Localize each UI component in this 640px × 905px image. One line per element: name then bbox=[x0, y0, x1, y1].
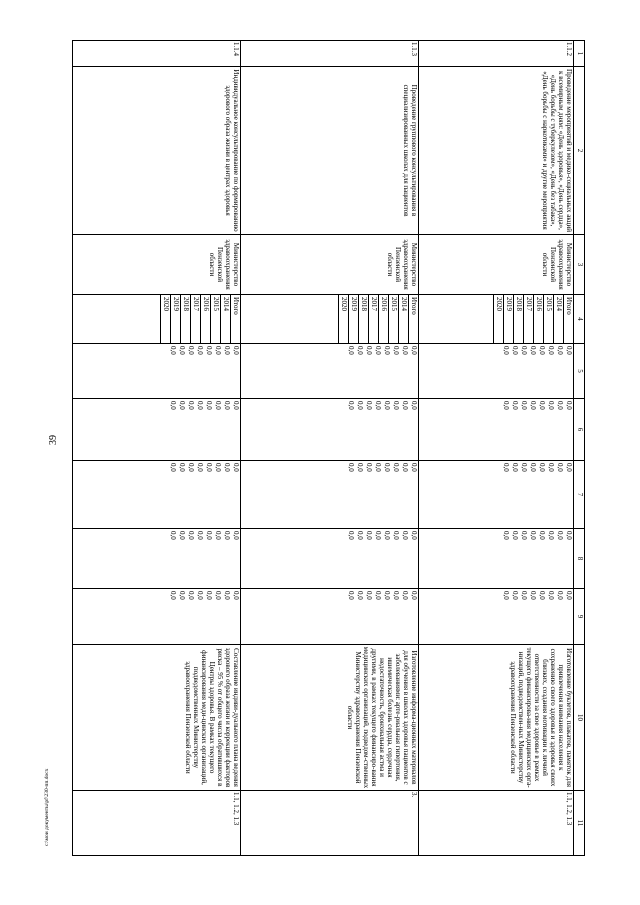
funding-c7 bbox=[73, 461, 241, 529]
funding-value: 0,0 bbox=[410, 531, 418, 540]
years-cell bbox=[73, 295, 241, 344]
years-cell bbox=[419, 295, 574, 344]
funding-value: 0,0 bbox=[347, 346, 355, 355]
funding-value: 0,0 bbox=[511, 531, 519, 540]
funding-value: 0,0 bbox=[187, 401, 195, 410]
funding-value: 0,0 bbox=[410, 346, 418, 355]
funding-value: 0,0 bbox=[205, 463, 213, 472]
funding-value: 0,0 bbox=[169, 591, 177, 600]
year-label: 2019 bbox=[170, 295, 180, 343]
funding-value: 0,0 bbox=[347, 591, 355, 600]
funding-value: 0,0 bbox=[511, 346, 519, 355]
row-number: 1.1.3 bbox=[241, 41, 419, 67]
funding-value: 0,0 bbox=[187, 531, 195, 540]
funding-value: 0,0 bbox=[374, 591, 382, 600]
funding-value: 0,0 bbox=[205, 531, 213, 540]
executor: Министерство здравоохранения Пензенской области bbox=[73, 235, 241, 295]
funding-value: 0,0 bbox=[502, 346, 510, 355]
funding-c7 bbox=[419, 461, 574, 529]
year-label: 2016 bbox=[200, 295, 210, 343]
funding-value: 0,0 bbox=[169, 531, 177, 540]
funding-value: 0,0 bbox=[392, 463, 400, 472]
funding-value: 0,0 bbox=[196, 463, 204, 472]
funding-value: 0,0 bbox=[520, 401, 528, 410]
funding-value: 0,0 bbox=[365, 401, 373, 410]
funding-value: 0,0 bbox=[232, 401, 240, 410]
funding-c7 bbox=[241, 461, 419, 529]
funding-value: 0,0 bbox=[196, 401, 204, 410]
funding-value: 0,0 bbox=[520, 591, 528, 600]
funding-c8 bbox=[419, 529, 574, 589]
funding-value: 0,0 bbox=[169, 401, 177, 410]
funding-value: 0,0 bbox=[196, 591, 204, 600]
funding-value: 0,0 bbox=[196, 346, 204, 355]
funding-value: 0,0 bbox=[232, 531, 240, 540]
funding-c8 bbox=[73, 529, 241, 589]
funding-value: 0,0 bbox=[529, 401, 537, 410]
funding-value: 0,0 bbox=[374, 531, 382, 540]
funding-value: 0,0 bbox=[520, 346, 528, 355]
funding-value: 0,0 bbox=[502, 531, 510, 540]
funding-value: 0,0 bbox=[223, 591, 231, 600]
funding-value: 0,0 bbox=[565, 463, 573, 472]
funding-value: 0,0 bbox=[520, 531, 528, 540]
funding-value: 0,0 bbox=[556, 463, 564, 472]
col-header-3: 3 bbox=[574, 235, 585, 295]
table-row bbox=[73, 41, 241, 856]
col-header-10: 10 bbox=[574, 645, 585, 791]
year-label: 2020 bbox=[493, 295, 503, 343]
executor: Министерство здравоохранения Пензенской области bbox=[419, 235, 574, 295]
funding-value: 0,0 bbox=[401, 591, 409, 600]
year-label: 2019 bbox=[348, 295, 358, 343]
funding-value: 0,0 bbox=[565, 591, 573, 600]
funding-value: 0,0 bbox=[565, 346, 573, 355]
funding-value: 0,0 bbox=[187, 591, 195, 600]
funding-value: 0,0 bbox=[383, 401, 391, 410]
funding-value: 0,0 bbox=[374, 401, 382, 410]
funding-value: 0,0 bbox=[565, 401, 573, 410]
table-body bbox=[73, 41, 574, 856]
funding-value: 0,0 bbox=[187, 463, 195, 472]
funding-value: 0,0 bbox=[502, 401, 510, 410]
funding-value: 0,0 bbox=[214, 591, 222, 600]
col-header-5: 5 bbox=[574, 344, 585, 399]
funding-value: 0,0 bbox=[538, 346, 546, 355]
funding-c6 bbox=[73, 399, 241, 461]
funding-value: 0,0 bbox=[374, 463, 382, 472]
funding-value: 0,0 bbox=[538, 531, 546, 540]
rotated-table-wrapper bbox=[72, 40, 585, 835]
funding-value: 0,0 bbox=[383, 531, 391, 540]
col-header-11: 11 bbox=[574, 791, 585, 856]
funding-value: 0,0 bbox=[187, 346, 195, 355]
funding-value: 0,0 bbox=[205, 346, 213, 355]
funding-value: 0,0 bbox=[538, 401, 546, 410]
row-number: 1.1.4 bbox=[73, 41, 241, 67]
funding-value: 0,0 bbox=[529, 463, 537, 472]
year-label: 2014 bbox=[398, 295, 408, 343]
table-row bbox=[419, 41, 574, 856]
col-header-7: 7 bbox=[574, 461, 585, 529]
funding-value: 0,0 bbox=[356, 531, 364, 540]
funding-value: 0,0 bbox=[178, 401, 186, 410]
year-label: 2015 bbox=[388, 295, 398, 343]
indicator-ref: 3. bbox=[241, 791, 419, 856]
year-label: 2017 bbox=[523, 295, 533, 343]
funding-value: 0,0 bbox=[365, 463, 373, 472]
row-number: 1.1.2 bbox=[419, 41, 574, 67]
year-label: 2014 bbox=[220, 295, 230, 343]
col-header-8: 8 bbox=[574, 529, 585, 589]
funding-value: 0,0 bbox=[365, 531, 373, 540]
col-header-4: 4 bbox=[574, 295, 585, 344]
funding-value: 0,0 bbox=[502, 463, 510, 472]
year-label: Итого bbox=[563, 295, 573, 343]
funding-value: 0,0 bbox=[223, 346, 231, 355]
year-label: 2017 bbox=[368, 295, 378, 343]
funding-c6 bbox=[419, 399, 574, 461]
funding-value: 0,0 bbox=[401, 401, 409, 410]
year-label: Итого bbox=[230, 295, 240, 343]
col-header-2: 2 bbox=[574, 67, 585, 235]
funding-value: 0,0 bbox=[410, 591, 418, 600]
year-label: 2019 bbox=[503, 295, 513, 343]
funding-value: 0,0 bbox=[392, 531, 400, 540]
funding-value: 0,0 bbox=[223, 401, 231, 410]
activity-name: Проведение мероприятий и медико-социальных акций к всемирным дням: «День здоровья», «День сердца», «День борьбы с туберкулезом», «День без табака», «День борьбы с наркотиками» и другие мероприятия bbox=[419, 67, 574, 235]
funding-value: 0,0 bbox=[374, 346, 382, 355]
funding-value: 0,0 bbox=[392, 591, 400, 600]
funding-c5 bbox=[241, 344, 419, 399]
funding-value: 0,0 bbox=[223, 463, 231, 472]
funding-c8 bbox=[241, 529, 419, 589]
year-label: 2015 bbox=[210, 295, 220, 343]
funding-value: 0,0 bbox=[178, 591, 186, 600]
funding-c9 bbox=[419, 589, 574, 645]
year-label: 2020 bbox=[160, 295, 170, 343]
funding-value: 0,0 bbox=[178, 463, 186, 472]
col-header-6: 6 bbox=[574, 399, 585, 461]
expected-result: Составление индиви-дуального плана ведения здорового образа жизни и коррекции факторов риска – 95 % от общего числа обратившихся в Центры здоровья. В рамках текущего финансирования меди-цинских организаций, подведомственных Министерству здравоохранения Пензенской области bbox=[73, 645, 241, 791]
years-cell bbox=[241, 295, 419, 344]
year-label: 2020 bbox=[338, 295, 348, 343]
program-activities-table bbox=[72, 40, 585, 856]
year-label: 2018 bbox=[513, 295, 523, 343]
year-label: 2018 bbox=[180, 295, 190, 343]
funding-value: 0,0 bbox=[169, 463, 177, 472]
funding-value: 0,0 bbox=[178, 346, 186, 355]
expected-result: Изготовление буклетов, плакатов, памяток для привлечения внимания населения к сохранению своего здоровья и здоровья своих близких, создания мотивации к личной ответственности за свое здоровье в рамках текущего финансирова-ния медицинских орга-низаций, подведомствен-ных Министерству здравоохранения Пензенской области bbox=[419, 645, 574, 791]
column-number-row bbox=[574, 41, 585, 856]
funding-value: 0,0 bbox=[356, 591, 364, 600]
funding-value: 0,0 bbox=[232, 346, 240, 355]
funding-value: 0,0 bbox=[214, 401, 222, 410]
funding-c9 bbox=[73, 589, 241, 645]
funding-value: 0,0 bbox=[383, 591, 391, 600]
funding-value: 0,0 bbox=[356, 401, 364, 410]
year-label: 2016 bbox=[533, 295, 543, 343]
page-number: 39 bbox=[48, 435, 59, 445]
funding-value: 0,0 bbox=[547, 463, 555, 472]
funding-value: 0,0 bbox=[356, 463, 364, 472]
funding-value: 0,0 bbox=[511, 591, 519, 600]
funding-c9 bbox=[241, 589, 419, 645]
year-label: 2016 bbox=[378, 295, 388, 343]
funding-value: 0,0 bbox=[529, 531, 537, 540]
funding-value: 0,0 bbox=[511, 401, 519, 410]
funding-value: 0,0 bbox=[365, 346, 373, 355]
funding-value: 0,0 bbox=[392, 346, 400, 355]
funding-value: 0,0 bbox=[214, 346, 222, 355]
funding-value: 0,0 bbox=[556, 591, 564, 600]
funding-value: 0,0 bbox=[547, 401, 555, 410]
year-label: 2015 bbox=[543, 295, 553, 343]
funding-value: 0,0 bbox=[196, 531, 204, 540]
activity-name: Проведение группового консультирования в специализированных школах для пациентов bbox=[241, 67, 419, 235]
funding-value: 0,0 bbox=[232, 591, 240, 600]
funding-value: 0,0 bbox=[410, 463, 418, 472]
expected-result: Изготовление информа-ционных материалов для обучения в школах здоровья пациентов с заболеваниями: арте-риальная гипертония, ишемическая болезнь сердца, сердечная недостаточность, бронхиальная астма и другими, в рамках текущего финансиро-вания медицинских организаций, подведом-ственных Министерству здравоохранения Пензенской области bbox=[241, 645, 419, 791]
funding-value: 0,0 bbox=[502, 591, 510, 600]
funding-value: 0,0 bbox=[529, 346, 537, 355]
funding-value: 0,0 bbox=[538, 463, 546, 472]
year-label: 2017 bbox=[190, 295, 200, 343]
year-label: 2018 bbox=[358, 295, 368, 343]
year-label: Итого bbox=[408, 295, 418, 343]
funding-value: 0,0 bbox=[511, 463, 519, 472]
indicator-ref: 1.1, 1.2, 1.3 bbox=[73, 791, 241, 856]
funding-value: 0,0 bbox=[529, 591, 537, 600]
funding-value: 0,0 bbox=[538, 591, 546, 600]
funding-value: 0,0 bbox=[401, 531, 409, 540]
indicator-ref: 1.1, 1.2, 1.3 bbox=[419, 791, 574, 856]
footer-file-path: c:\мои документы\pf\230-пп.docx bbox=[44, 768, 50, 846]
executor: Министерство здравоохранения Пензенской области bbox=[241, 235, 419, 295]
funding-value: 0,0 bbox=[565, 531, 573, 540]
funding-value: 0,0 bbox=[347, 531, 355, 540]
funding-value: 0,0 bbox=[205, 401, 213, 410]
funding-value: 0,0 bbox=[547, 531, 555, 540]
col-header-9: 9 bbox=[574, 589, 585, 645]
funding-value: 0,0 bbox=[520, 463, 528, 472]
funding-value: 0,0 bbox=[232, 463, 240, 472]
funding-value: 0,0 bbox=[347, 463, 355, 472]
funding-value: 0,0 bbox=[392, 401, 400, 410]
funding-value: 0,0 bbox=[365, 591, 373, 600]
funding-c6 bbox=[241, 399, 419, 461]
funding-value: 0,0 bbox=[401, 346, 409, 355]
funding-value: 0,0 bbox=[347, 401, 355, 410]
funding-value: 0,0 bbox=[169, 346, 177, 355]
funding-value: 0,0 bbox=[556, 346, 564, 355]
funding-c5 bbox=[419, 344, 574, 399]
funding-value: 0,0 bbox=[547, 346, 555, 355]
funding-c5 bbox=[73, 344, 241, 399]
funding-value: 0,0 bbox=[356, 346, 364, 355]
funding-value: 0,0 bbox=[214, 463, 222, 472]
funding-value: 0,0 bbox=[178, 531, 186, 540]
funding-value: 0,0 bbox=[205, 591, 213, 600]
activity-name: Индивидуальное консультирование по формированию здорового образа жизни в центрах здоровья bbox=[73, 67, 241, 235]
funding-value: 0,0 bbox=[383, 463, 391, 472]
funding-value: 0,0 bbox=[547, 591, 555, 600]
funding-value: 0,0 bbox=[383, 346, 391, 355]
funding-value: 0,0 bbox=[410, 401, 418, 410]
funding-value: 0,0 bbox=[401, 463, 409, 472]
year-label: 2014 bbox=[553, 295, 563, 343]
funding-value: 0,0 bbox=[214, 531, 222, 540]
funding-value: 0,0 bbox=[556, 531, 564, 540]
col-header-1: 1 bbox=[574, 41, 585, 67]
table-row bbox=[241, 41, 419, 856]
funding-value: 0,0 bbox=[556, 401, 564, 410]
funding-value: 0,0 bbox=[223, 531, 231, 540]
